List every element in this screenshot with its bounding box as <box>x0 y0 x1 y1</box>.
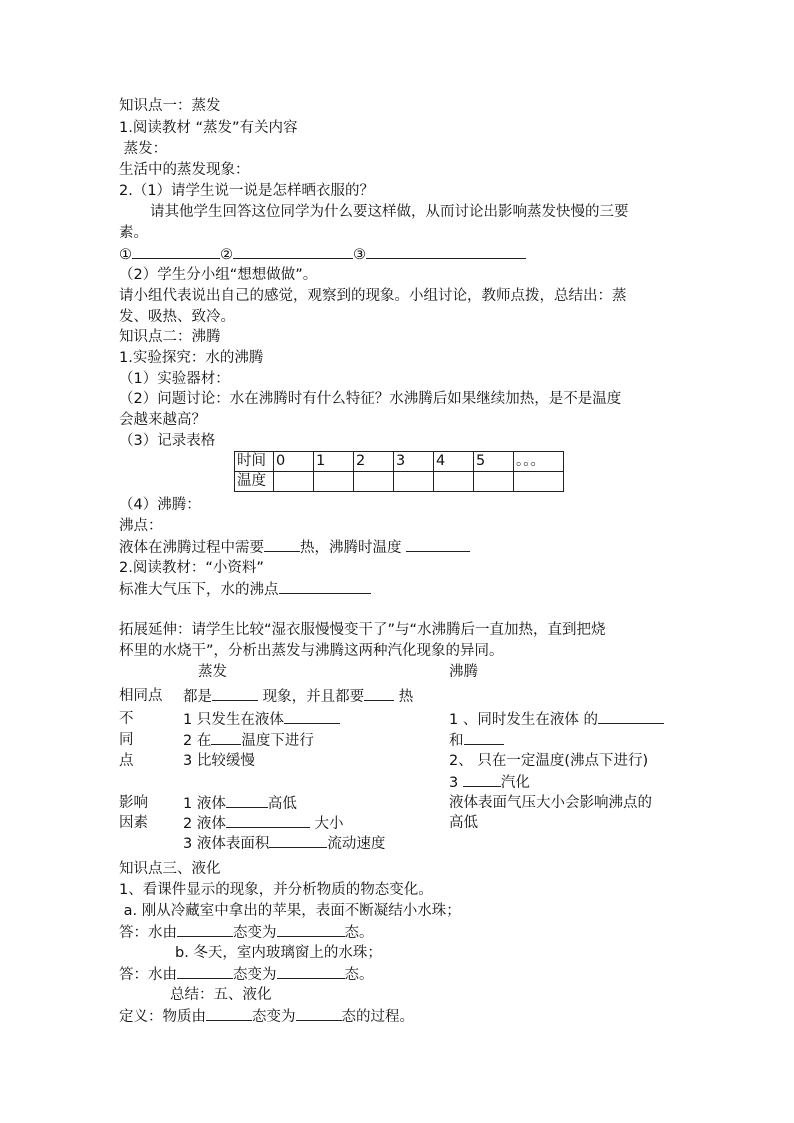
row-label-diff: 点 <box>119 753 134 769</box>
column-header-boiling: 沸腾 <box>449 664 478 680</box>
text-line: b. 冬天，室内玻璃窗上的水珠； <box>175 945 382 961</box>
text-fragment: 1 只发生在液体 <box>183 712 284 728</box>
boil-diff-1b <box>449 730 504 751</box>
blank <box>264 537 300 552</box>
blank <box>279 579 371 594</box>
text-fragment: 液体在沸腾过程中需要 <box>119 540 264 556</box>
text-fragment: 答：水由 <box>119 967 177 983</box>
text-fragment: 高低 <box>267 796 297 812</box>
text-line: 1.阅读教材 “蒸发”有关内容 <box>119 120 298 136</box>
text-fragment: 现象，并且都要 <box>258 689 365 705</box>
answer-line <box>119 964 374 985</box>
text-fragment: 态变为 <box>252 1009 296 1025</box>
row-label-same: 相同点 <box>119 688 163 704</box>
blank <box>277 922 345 937</box>
text-fragment: 2 在 <box>183 733 212 749</box>
text-fragment: 定义：物质由 <box>119 1009 206 1025</box>
row-label-influence: 影响 <box>119 795 148 811</box>
text-fragment: 流动速度 <box>327 836 386 852</box>
blank <box>463 772 501 787</box>
text-fragment: 态。 <box>344 967 374 983</box>
same-point-text <box>183 686 413 707</box>
table-cell <box>314 472 354 492</box>
text-line: a. 刚从冷藏室中拿出的苹果，表面不断凝结小水珠； <box>119 903 461 919</box>
text-fragment: 1 液体 <box>183 796 226 812</box>
blank <box>206 1006 252 1021</box>
blank <box>269 833 327 848</box>
text-fragment: 态变为 <box>233 925 277 941</box>
table-cell <box>274 472 314 492</box>
blank <box>177 922 233 937</box>
record-table <box>234 451 564 492</box>
row-label-influence: 因素 <box>119 815 148 831</box>
circled-three: ③ <box>353 247 366 263</box>
blank <box>364 686 394 701</box>
circled-one: ① <box>119 247 132 263</box>
text-line: 总结：五、液化 <box>170 987 272 1003</box>
blank-line-factors <box>119 244 526 265</box>
text-line: 沸点： <box>119 518 163 534</box>
boil-diff-2: 2、 只在一定温度(沸点下进行) <box>449 753 649 769</box>
blank <box>598 709 664 724</box>
text-line <box>119 579 371 600</box>
blank <box>284 709 340 724</box>
evap-influence-1 <box>183 793 297 814</box>
table-cell: 。。。 <box>514 452 564 472</box>
text-line: 生活中的蒸发现象： <box>119 162 250 178</box>
row-label-diff: 不 <box>119 711 134 727</box>
text-line: （2）问题讨论：水在沸腾时有什么特征？水沸腾后如果继续加热，是不是温度 <box>119 391 622 407</box>
text-fragment: 温度下进行 <box>241 733 314 749</box>
text-line: 1、看课件显示的现象，并分析物质的物态变化。 <box>119 882 433 898</box>
circled-two: ② <box>220 247 233 263</box>
boil-influence-2: 高低 <box>449 815 478 831</box>
heading-boiling: 知识点二：沸腾 <box>119 329 221 345</box>
text-fragment: 3 <box>449 775 463 791</box>
text-fragment: 大小 <box>309 816 344 832</box>
text-fragment: 态的过程。 <box>341 1009 414 1025</box>
evap-diff-2 <box>183 730 314 751</box>
table-cell <box>394 472 434 492</box>
table-cell: 2 <box>354 452 394 472</box>
table-cell: 0 <box>274 452 314 472</box>
blank <box>132 244 220 259</box>
table-cell: 5 <box>474 452 514 472</box>
heading-evaporation: 知识点一：蒸发 <box>119 98 221 114</box>
text-fragment: 1 、同时发生在液体 的 <box>449 712 598 728</box>
answer-line <box>119 922 374 943</box>
table-row <box>235 472 564 492</box>
text-line: （1）实验器材： <box>119 371 230 387</box>
text-line: （2）学生分小组“想想做做”。 <box>119 267 318 283</box>
table-cell <box>354 472 394 492</box>
evap-diff-1 <box>183 709 340 730</box>
text-fragment: 热，沸腾时温度 <box>300 540 407 556</box>
blank <box>406 537 470 552</box>
text-line: 蒸发： <box>119 141 168 157</box>
evap-diff-3: 3 比较缓慢 <box>183 753 255 769</box>
text-fragment: 标准大气压下，水的沸点 <box>119 582 279 598</box>
column-header-evaporation: 蒸发 <box>198 664 227 680</box>
text-fragment: 2 液体 <box>183 816 226 832</box>
blank <box>211 730 241 745</box>
table-cell <box>474 472 514 492</box>
text-line: 2.阅读教材：“小资料” <box>119 560 264 576</box>
table-row <box>235 452 564 472</box>
boil-influence-1: 液体表面气压大小会影响沸点的 <box>449 795 652 811</box>
boil-diff-3 <box>449 772 530 793</box>
text-line: 1.实验探究：水的沸腾 <box>119 350 264 366</box>
text-fragment: 答：水由 <box>119 925 177 941</box>
text-line: 拓展延伸：请学生比较“湿衣服慢慢变干了”与“水沸腾后一直加热，直到把烧 <box>119 622 606 638</box>
blank <box>233 244 353 259</box>
text-line: 会越来越高？ <box>119 412 206 428</box>
text-line: 请小组代表说出自己的感觉，观察到的现象。小组讨论，教师点拨，总结出：蒸 <box>119 288 627 304</box>
blank <box>226 813 310 828</box>
table-cell <box>434 472 474 492</box>
boil-diff-1 <box>449 709 664 730</box>
table-cell <box>514 472 564 492</box>
evap-influence-2 <box>183 813 343 834</box>
definition-line <box>119 1006 414 1027</box>
text-line: 杯里的水烧干”，分析出蒸发与沸腾这两种汽化现象的异同。 <box>119 643 504 659</box>
text-fragment: 3 液体表面积 <box>183 836 270 852</box>
text-fragment: 都是 <box>183 689 212 705</box>
text-line: （4）沸腾： <box>119 497 201 513</box>
text-fragment: 热 <box>394 689 414 705</box>
text-fragment: 汽化 <box>500 775 530 791</box>
table-cell: 3 <box>394 452 434 472</box>
blank <box>296 1006 342 1021</box>
evap-influence-3 <box>183 833 385 854</box>
blank <box>212 686 258 701</box>
text-fragment: 态。 <box>344 925 374 941</box>
text-line: 请其他学生回答这位同学为什么要这样做，从而讨论出影响蒸发快慢的三要 <box>150 204 629 220</box>
text-line: （3）记录表格 <box>119 433 216 449</box>
text-line: 素。 <box>119 225 148 241</box>
table-cell: 4 <box>434 452 474 472</box>
table-cell: 时间 <box>235 452 274 472</box>
blank <box>366 244 526 259</box>
table-cell: 温度 <box>235 472 274 492</box>
text-fragment: 态变为 <box>233 967 277 983</box>
blank <box>464 730 504 745</box>
text-line: 发、吸热、致冷。 <box>119 309 235 325</box>
text-line: 2.（1）请学生说一说是怎样晒衣服的？ <box>119 183 375 199</box>
blank <box>226 793 268 808</box>
blank <box>277 964 345 979</box>
heading-liquefaction: 知识点三、液化 <box>119 861 221 877</box>
row-label-diff: 同 <box>119 732 134 748</box>
text-fragment: 和 <box>449 733 464 749</box>
table-cell: 1 <box>314 452 354 472</box>
blank <box>177 964 233 979</box>
text-line <box>119 537 470 558</box>
